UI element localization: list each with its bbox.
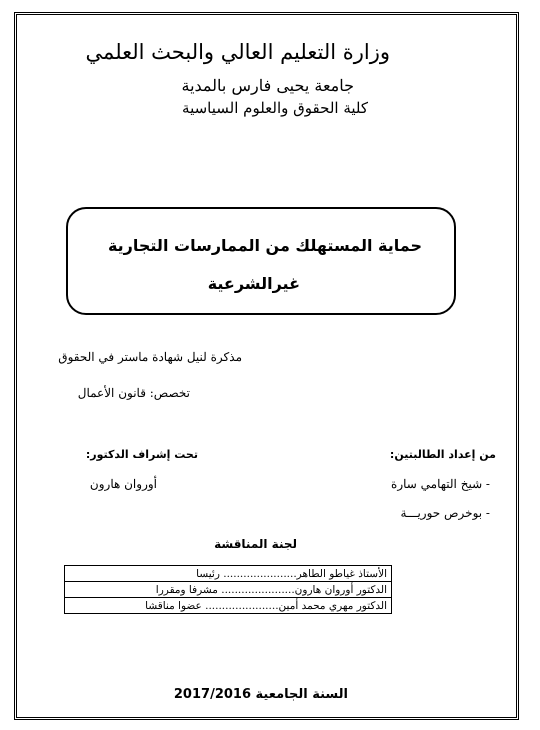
supervisor-label: تحت إشراف الدكتور: bbox=[85, 448, 198, 461]
table-row bbox=[65, 598, 392, 614]
thesis-title-line2: غيرالشرعية bbox=[207, 274, 300, 293]
committee-title: لجنة المناقشة bbox=[214, 537, 297, 551]
committee-member: الأستاذ غياطو الطاهر...................... رئيسا bbox=[65, 566, 392, 582]
student-name: - بوخرص حوريـــة bbox=[400, 506, 490, 520]
table-row bbox=[65, 566, 392, 582]
thesis-specialty: تخصص: قانون الأعمال bbox=[77, 386, 190, 400]
university-name: جامعة يحيى فارس بالمدية bbox=[181, 76, 354, 95]
committee-member: الدكتور مهري محمد أمين...................... عضوا مناقشا bbox=[65, 598, 392, 614]
committee-table bbox=[64, 565, 392, 614]
students-label: من إعداد الطالبتين: bbox=[389, 448, 496, 461]
thesis-title-line1: حماية المستهلك من الممارسات التجارية bbox=[107, 236, 422, 255]
supervisor-name: أوروان هارون bbox=[89, 477, 157, 491]
ministry-name: وزارة التعليم العالي والبحث العلمي bbox=[85, 40, 390, 64]
table-row bbox=[65, 582, 392, 598]
thesis-title-box bbox=[66, 207, 456, 315]
committee-member: الدكتور أوروان هارون...................... مشرفا ومقررا bbox=[65, 582, 392, 598]
student-name: - شيخ التهامي سارة bbox=[391, 477, 490, 491]
academic-year: السنة الجامعية 2017/2016 bbox=[173, 687, 348, 702]
thesis-purpose: مذكرة لنيل شهادة ماستر في الحقوق bbox=[58, 350, 242, 364]
faculty-name: كلية الحقوق والعلوم السياسية bbox=[182, 99, 368, 117]
